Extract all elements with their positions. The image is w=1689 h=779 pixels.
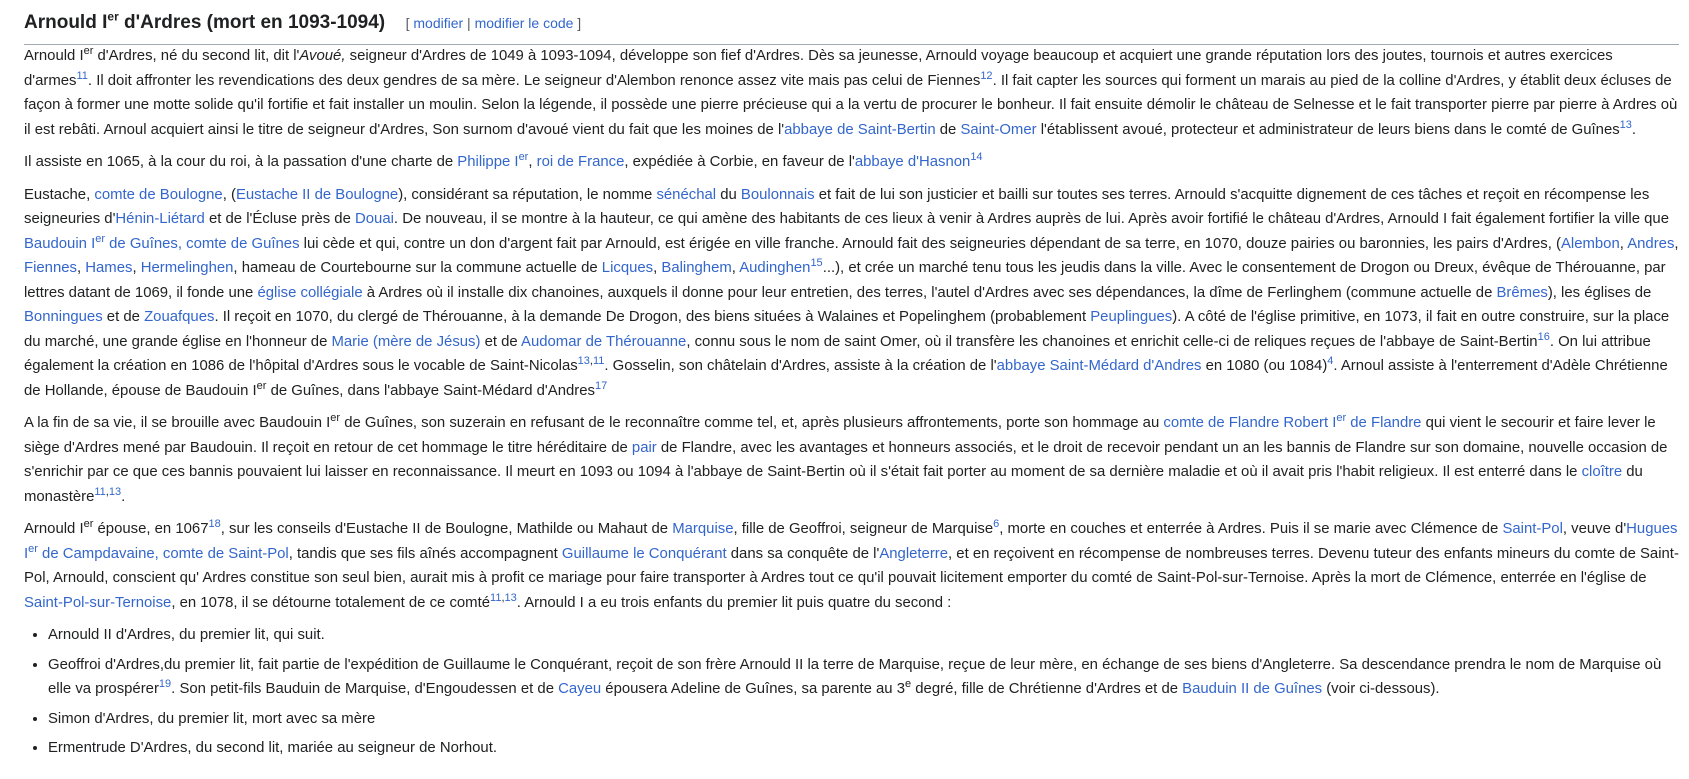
reference-link[interactable]: 13 (1619, 118, 1632, 131)
wiki-link-sup[interactable]: er (28, 542, 38, 555)
text-run: . Il reçoit en 1070, du clergé de Thérouanne, à la demande De Drogon, des biens situées à Walaines et Popelinghem (probablement (214, 309, 1091, 325)
reference-link[interactable]: 18 (208, 518, 221, 531)
wiki-link[interactable]: pair (631, 439, 657, 456)
wiki-link[interactable]: Licques (601, 260, 654, 276)
superscript: er (83, 518, 94, 531)
reference-link[interactable]: 11 (490, 591, 502, 604)
wiki-link[interactable]: Brêmes (1496, 284, 1548, 301)
text-run: épousera Adeline de Guînes, sa parente au 3 (601, 681, 905, 697)
wiki-link[interactable]: de Guînes, comte de Guînes (105, 235, 300, 252)
text-run: , expédiée à Corbie, en faveur de l' (624, 154, 855, 170)
wiki-link[interactable]: comte de Boulogne (94, 186, 223, 203)
text-run: . Il doit affronter les revendications des deux gendres de sa mère. Le seigneur d'Alembon renonce assez vite mais pas celui de Fiennes (87, 72, 981, 89)
text-run: Ermentrude D'Ardres, du second lit, mariée au seigneur de Norhout. (48, 740, 497, 756)
wiki-link[interactable]: cloître (1581, 464, 1623, 480)
text-run: , et en reçoivent en récompense de nombreuses terres. Devenu tuteur des enfants mineurs du comte de Saint-Pol, Arnould, conscient qu' Ardres constitue son seul bien, aurait mis à profit ce mariage pour faire transporter à Ardres tout ce qu'il pouvait licitement emporter du comté de Saint-Pol-sur-Ternoise. Après la mort de Clémence, enterrée en l'église de (24, 545, 1679, 586)
wiki-link[interactable]: Bonningues (24, 309, 103, 325)
text-run: , (528, 154, 537, 170)
text-run: Eustache, (24, 186, 95, 203)
text-run: qui vient le secourir et faire lever le siège d'Ardres mené par Baudouin. Il reçoit en retour de cet hommage le titre héréditaire de (24, 415, 1656, 456)
edit-link[interactable]: modifier (413, 15, 464, 31)
section-title-sup: er (107, 9, 119, 24)
text-run: . Son petit-fils Bauduin de Marquise, d'Engoudessen et de (171, 681, 559, 697)
reference-link[interactable]: 11 (76, 69, 88, 82)
text-run: . Gosselin, son châtelain d'Ardres, assiste à la création de l' (604, 358, 997, 374)
reference-link[interactable]: 6 (993, 518, 1000, 531)
text-run: et de (102, 309, 145, 325)
paragraph (24, 517, 1679, 615)
paragraph (24, 183, 1679, 404)
text-run: . (1631, 121, 1637, 138)
wiki-link[interactable]: Angleterre (879, 545, 949, 562)
text-run: épouse, en 1067 (93, 521, 209, 537)
wiki-link[interactable]: Cayeu (558, 681, 602, 697)
wiki-link[interactable]: abbaye de Saint-Bertin (784, 121, 936, 138)
list-item (48, 653, 1679, 702)
wiki-link[interactable]: Baudouin I (24, 235, 96, 252)
text-run: , (731, 260, 740, 276)
wiki-link[interactable]: de Campdavaine, comte de Saint-Pol (37, 545, 289, 562)
wiki-link[interactable]: Guillaume le Conquérant (561, 545, 727, 562)
article-body (24, 44, 1679, 766)
wiki-link[interactable]: Philippe I (457, 154, 519, 170)
text-run: , (1619, 235, 1628, 252)
wiki-link[interactable]: abbaye Saint-Médard d'Andres (996, 358, 1202, 374)
superscript: , (501, 591, 505, 604)
reference-link[interactable]: 12 (980, 69, 993, 82)
wiki-link[interactable]: Andres (1627, 235, 1675, 252)
wiki-link-sup[interactable]: er (518, 151, 529, 164)
wiki-link[interactable]: abbaye d'Hasnon (854, 154, 971, 170)
wiki-link[interactable]: Saint-Omer (960, 121, 1037, 138)
wiki-link[interactable]: Marie (mère de Jésus) (331, 333, 481, 350)
text-run: et de (480, 333, 522, 350)
text-run: de Flandre, avec les avantages et honneurs associés, et le droit de recevoir pendant un an les bannis de Flandre sur son domaine, nouvelle occasion de s'enrichir par ce que ces bannis pouvaient lui laisser en reconnaissance. Il meurt en 1093 ou 1094 à l'abbaye de Saint-Bertin où il s'était fait porter au moment de sa dernière maladie et où il avait pris l'habit religieux. Il est enterré dans le (24, 439, 1668, 480)
text-run: ...), et crée un marché tenu tous les jeudis dans la ville. Avec le consentement de Drogon ou Dreux, évêque de Thérouanne, par lettres datant de 1069, il fonde une (24, 260, 1666, 301)
text-run: en 1080 (ou 1084) (1201, 358, 1328, 374)
edit-section (406, 15, 582, 31)
text-run: , (76, 260, 86, 276)
reference-link[interactable]: 4 (1327, 355, 1334, 368)
wiki-link[interactable]: Boulonnais (740, 186, 815, 203)
wiki-link[interactable]: Fiennes (24, 260, 77, 276)
wiki-link[interactable]: Saint-Pol-sur-Ternoise (24, 594, 172, 611)
text-run: du (716, 186, 741, 203)
wiki-link[interactable]: Saint-Pol (1502, 521, 1563, 537)
superscript: er (330, 412, 341, 425)
text-run: Il assiste en 1065, à la cour du roi, à la passation d'une charte de (24, 154, 458, 170)
reference-link[interactable]: 17 (594, 379, 608, 392)
superscript: , (589, 355, 593, 368)
text-run: . On lui attribue également la création en 1086 de l'hôpital d'Ardres sous le vocable de Saint-Nicolas (24, 333, 1651, 374)
edit-bracket-close: ] (573, 15, 582, 31)
reference-link[interactable]: 11 (592, 355, 605, 368)
text-run: , ( (222, 186, 236, 203)
paragraph (24, 150, 1679, 175)
wiki-link[interactable]: Alembon (1560, 235, 1620, 252)
text-run: Geoffroi d'Ardres,du premier lit, fait partie de l'expédition de Guillaume le Conquérant, reçoit de son frère Arnould II la terre de Marquise, reçue de leur mère, en échange de ses biens d'Angleterre. Sa descendance prendra le nom de Marquise où elle va prospérer (48, 656, 1662, 697)
reference-link[interactable]: 13 (504, 591, 517, 604)
wiki-link[interactable]: Zouafques (144, 309, 215, 325)
reference-link[interactable]: 14 (970, 151, 983, 164)
wiki-link[interactable]: roi de France (536, 154, 625, 170)
superscript: er (83, 45, 94, 58)
wiki-link[interactable]: Eustache II de Boulogne (235, 186, 399, 203)
text-run: , veuve d' (1562, 521, 1627, 537)
text-run: . De nouveau, il se montre à la hauteur, ce qui amène des habitants de ces lieux à venir à Ardres auprès de lui. Après avoir fortifié le château d'Ardres, Arnould I fait également fortifier la ville que (393, 211, 1669, 227)
wiki-link[interactable]: Hames (85, 260, 133, 276)
text-run: degré, fille de Chrétienne d'Ardres et de (911, 681, 1183, 697)
text-run: ). A côté de l'église primitive, en 1073, il fait en outre construire, sur la place du marché, une grande église en l'honneur de (24, 309, 1670, 350)
text-run: de Guînes, dans l'abbaye Saint-Médard d'Andres (266, 382, 595, 399)
section-title-post: d'Ardres (mort en 1093-1094) (118, 12, 386, 33)
wiki-link[interactable]: Bauduin II de Guînes (1182, 681, 1323, 697)
text-run: du monastère (24, 464, 1643, 505)
reference-link[interactable]: 19 (158, 678, 172, 691)
text-run: seigneur d'Ardres de 1049 à 1093-1094, développe son fief d'Ardres. Dès sa jeunesse, Arnould voyage beaucoup et acquiert une grande réputation lors des joutes, tournois et autres exercices d'armes (24, 48, 1613, 89)
wiki-link[interactable]: Douai (355, 211, 394, 227)
list-item (48, 707, 1679, 732)
text-run: . Il fait capter les sources qui forment un marais au pied de la colline d'Ardres, y établit deux écluses de façon à former une motte solide qu'il fortifie et fait installer un moulin. Selon la légende, il possède une pierre précieuse qui a la vertu de procurer le bonheur. Il fait ensuite démolir le château de Selnesse et le fait transporter pierre par pierre à Ardres où il est rebâti. Arnoul acquiert ainsi le titre de seigneur d'Ardres, Son surnom d'avoué vient du fait que les moines de l' (24, 72, 1678, 138)
text-run: , hameau de Courtebourne sur la commune actuelle de (233, 260, 602, 276)
text-run: et fait de lui son justicier et bailli sur toutes ses terres. Arnould s'acquitte dignement de ces tâches et reçoit en récompense les seigneuries d' (24, 186, 1650, 227)
text-run: Arnould I (24, 48, 84, 64)
text-run: , (1674, 235, 1679, 252)
wiki-link-sup[interactable]: er (95, 232, 105, 245)
wiki-link[interactable]: Balinghem (661, 260, 732, 276)
list-item (48, 623, 1679, 648)
wiki-link[interactable]: Hénin-Liétard (115, 211, 205, 227)
text-run: , fille de Geoffroi, seigneur de Marquise (733, 521, 994, 537)
edit-bracket-open: [ (405, 15, 414, 31)
reference-link[interactable]: 13 (108, 485, 122, 498)
italic-text: Avoué, (299, 48, 346, 64)
text-run: Simon d'Ardres, du premier lit, mort avec sa mère (48, 710, 376, 727)
wiki-link[interactable]: église collégiale (257, 284, 363, 301)
wiki-link[interactable]: comte de Flandre Robert I (1163, 415, 1337, 431)
wiki-link[interactable]: Audinghen (739, 260, 811, 276)
wiki-link[interactable]: Audomar de Thérouanne (521, 333, 687, 350)
edit-separator: | (463, 15, 475, 31)
wiki-link[interactable]: Hugues I (24, 521, 1678, 562)
superscript: er (256, 379, 267, 392)
text-run: ), les églises de (1547, 284, 1652, 301)
text-run: , (653, 260, 662, 276)
list-item (48, 736, 1679, 761)
text-run: l'établissent avoué, protecteur et administrateur de leurs biens dans le comté de Guînes (1036, 121, 1620, 138)
edit-code-link[interactable]: modifier le code (474, 15, 574, 31)
text-run: ), considérant sa réputation, le nomme (398, 186, 657, 203)
section-heading-row (24, 10, 1679, 45)
text-run: Arnould I (24, 521, 84, 537)
text-run: Arnould II d'Ardres, du premier lit, qui suit. (48, 627, 325, 643)
wiki-link[interactable]: de Flandre (1346, 415, 1422, 431)
text-run: (voir ci-dessous). (1322, 681, 1440, 697)
superscript: , (105, 485, 109, 498)
children-list (24, 623, 1679, 761)
reference-link[interactable]: 11 (94, 485, 106, 498)
text-run: . Arnould I a eu trois enfants du premier lit puis quatre du second : (516, 594, 952, 611)
superscript: e (905, 678, 912, 691)
text-run: , en 1078, il se détourne totalement de ce comté (171, 594, 491, 611)
text-run: et de l'Écluse près de (204, 211, 356, 227)
section-title (24, 9, 386, 33)
text-run: A la fin de sa vie, il se brouille avec Baudouin I (24, 415, 331, 431)
text-run: , sur les conseils d'Eustache II de Boulogne, Mathilde ou Mahaut de (220, 521, 673, 537)
reference-link[interactable]: 13 (577, 355, 590, 368)
text-run: lui cède et qui, contre un don d'argent fait par Arnould, est érigée en ville franche. Arnould fait des seigneuries dépendant de sa terre, en 1070, douze pairies ou baronnies, les pairs d'Ardres, ( (299, 235, 1561, 252)
reference-link[interactable]: 16 (1537, 330, 1550, 343)
text-run: , connu sous le nom de saint Omer, où il transfère les chanoines et enrichit celle-ci de reliques reçues de l'abbaye de Saint-Bertin (686, 333, 1538, 350)
wiki-link[interactable]: sénéchal (656, 186, 717, 203)
reference-link[interactable]: 15 (810, 257, 823, 270)
text-run: . (121, 488, 126, 505)
paragraphs (24, 44, 1679, 615)
text-run: de (935, 121, 961, 138)
wiki-link[interactable]: Peuplingues (1090, 309, 1173, 325)
text-run: à Ardres où il installe dix chanoines, auxquels il donne pour leur entretien, des terres, l'autel d'Ardres avec ses dépendances, la dîme de Ferlinghem (commune actuelle de (362, 284, 1497, 301)
wiki-link-sup[interactable]: er (1336, 412, 1347, 425)
wiki-link[interactable]: Hermelinghen (140, 260, 234, 276)
text-run: . Arnoul assiste à l'enterrement d'Adèle Chrétienne de Hollande, épouse de Baudouin I (24, 358, 1668, 399)
paragraph (24, 44, 1679, 142)
text-run: , (132, 260, 141, 276)
text-run: d'Ardres, né du second lit, dit l' (93, 48, 300, 64)
wiki-link[interactable]: Marquise (672, 521, 734, 537)
text-run: dans sa conquête de l' (726, 545, 880, 562)
section-title-pre: Arnould I (24, 12, 108, 33)
text-run: de Guînes, son suzerain en refusant de le reconnaître comme tel, et, après plusieurs affrontements, porte son hommage au (340, 415, 1164, 431)
text-run: , morte en couches et enterrée à Ardres. Puis il se marie avec Clémence de (999, 521, 1503, 537)
paragraph (24, 411, 1679, 509)
text-run: , tandis que ses fils aînés accompagnent (288, 545, 562, 562)
